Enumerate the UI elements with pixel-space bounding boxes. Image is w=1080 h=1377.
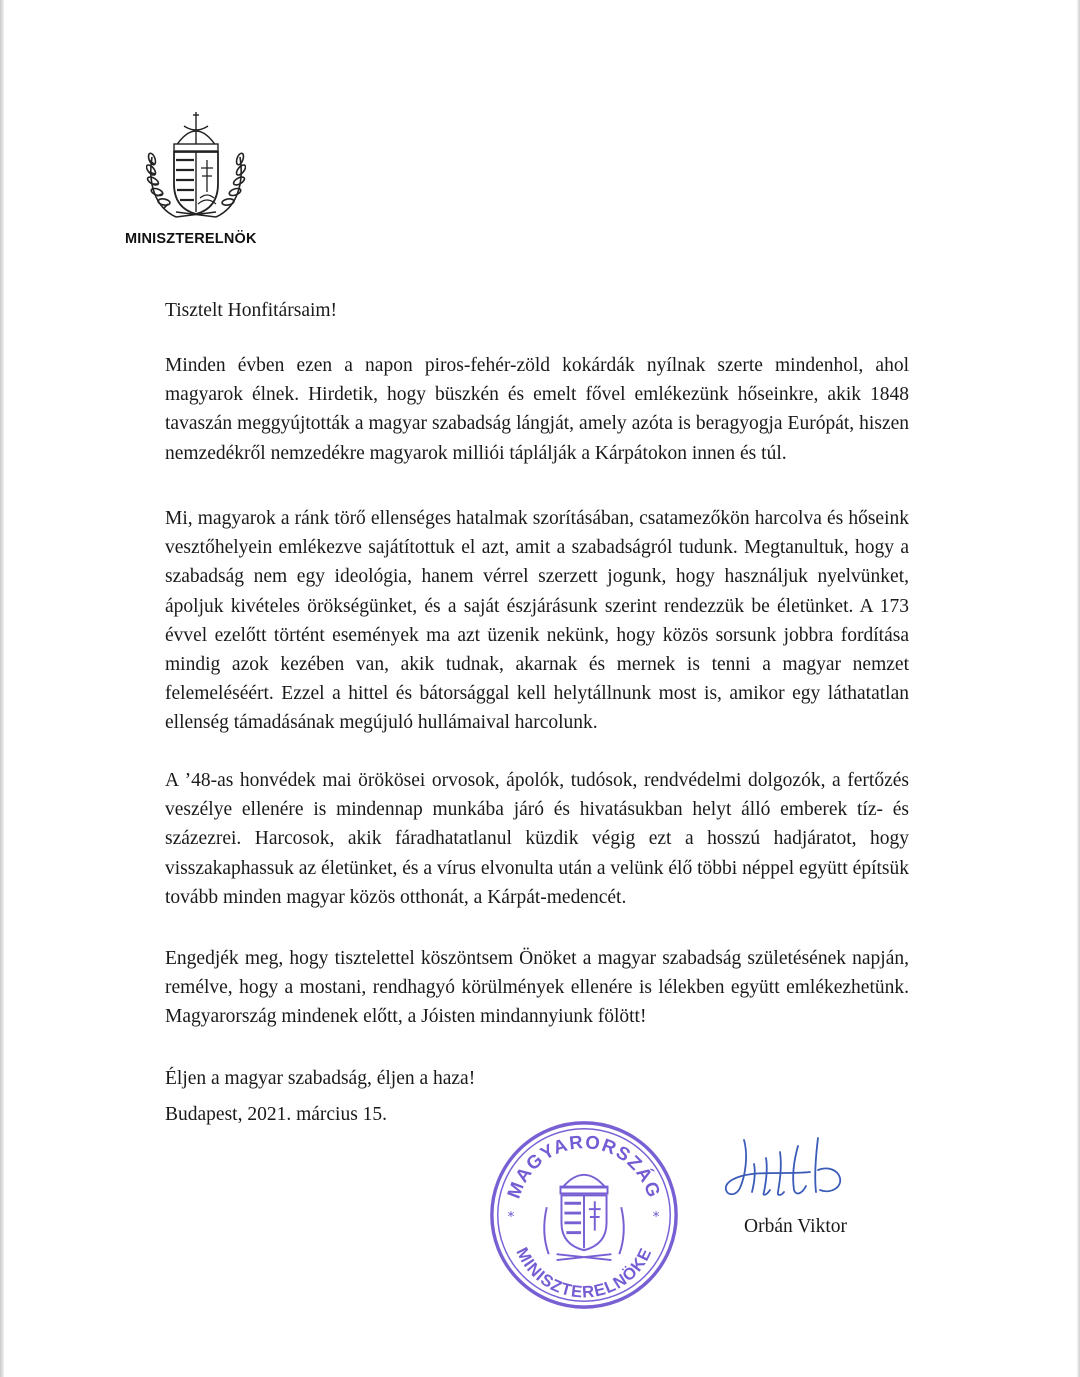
place-and-date: Budapest, 2021. március 15. [165,1104,388,1125]
salutation: Tisztelt Honfitársaim! [165,300,338,321]
letter-paragraph: Mi, magyarok a ránk törő ellenséges hatalmak szorításában, csatamezőkön harcolva és hőseink vesztőhelyein emlékezve sajátítottuk el azt, amit a szabadságról tudunk. Megtanultuk, hogy a szabadság nem egy ideológia, hanem vérrel szerzett jogunk, hogy használjuk nyelvünket, ápoljuk kivételes örökségünket, és a saját észjárásunk szerint rendezzük be életünket. A 173 évvel ezelőtt történt események ma azt üzenik nekünk, hogy közös sorsunk jobbra fordítása mindig azok kezében van, akik tudnak, akarnak és mernek is tenni a magyar nemzet felemeléséért. Ezzel a hittel és bátorsággal kell helytállnunk most is, amikor egy láthatatlan ellenség támadásának megújuló hullámaival harcolunk. [165,508,909,734]
office-title: MINISZTERELNÖK [125,231,257,247]
stamp-top-text: MAGYARORSZÁG [502,1131,666,1202]
letter-paragraph: A ’48-as honvédek mai örökösei orvosok, ápolók, tudósok, rendvédelmi dolgozók, a fertőzés veszélye ellenére is mindennap munkába járó és hivatásukban helyt álló emberek tíz- és százezrei. Harcosok, akik fáradhatatlanul küzdik végig ezt a hosszú hadjáratot, hogy visszakaphassuk az életünket, és a vírus elvonulta után a velünk élő többi néppel együtt építsük tovább minden magyar közös otthonát, a Kárpát-medencét. [165,770,909,908]
stamp-bottom-text: MINISZTERELNÖKE [512,1244,656,1302]
handwritten-signature-icon [722,1130,862,1210]
page-edge-left [0,0,4,1377]
svg-text:*: * [652,1208,660,1225]
letter-paragraph: Minden évben ezen a napon piros-fehér-zöld kokárdák nyílnak szerte mindenhol, ahol magyarok élnek. Hirdetik, hogy büszkén és emelt fővel emlékezünk hőseinkre, akik 1848 tavaszán meggyújtották a magyar szabadság lángját, amely azóta is beragyogja Európát, hiszen nemzedékről nemzedékre magyarok milliói táplálják a Kárpátokon innen és túl. [165,355,909,464]
signer-name: Orbán Viktor [744,1216,847,1237]
hungarian-coat-of-arms-icon [146,112,246,227]
closing-line: Éljen a magyar szabadság, éljen a haza! [165,1068,476,1089]
official-seal-icon [486,1117,682,1313]
svg-text:*: * [507,1208,515,1225]
letter-paragraph: Engedjék meg, hogy tisztelettel köszöntsem Önöket a magyar szabadság születésének napján, remélve, hogy a mostani, rendhagyó körülmények ellenére is lélekben együtt emlékezhetünk. Magyarország mindenek előtt, a Jóisten mindannyiunk fölött! [165,948,909,1028]
